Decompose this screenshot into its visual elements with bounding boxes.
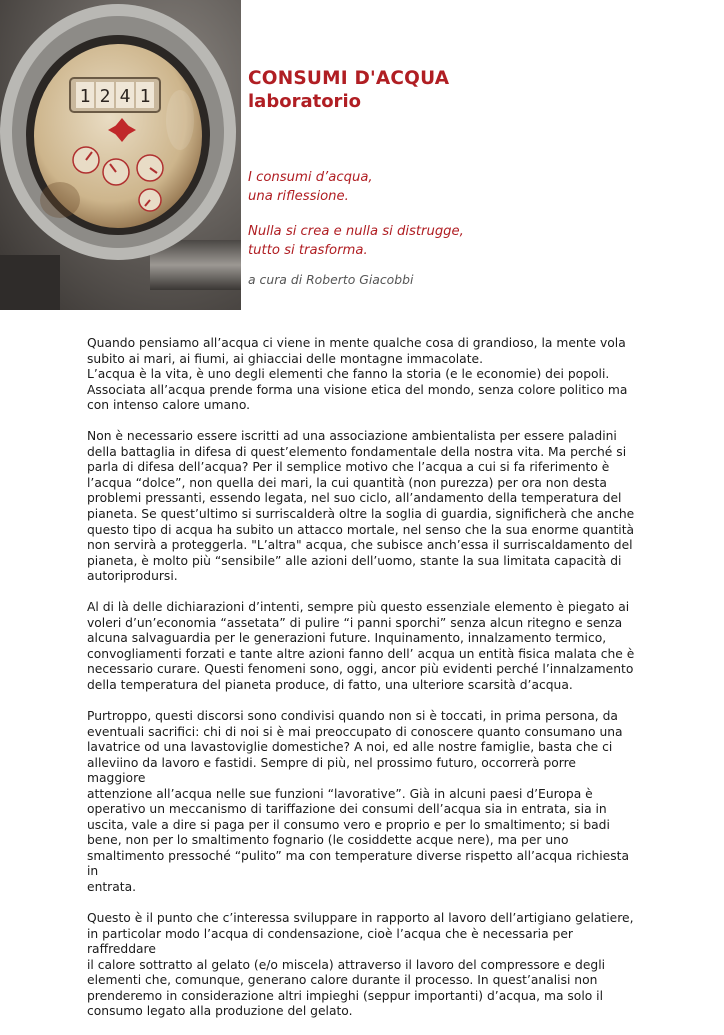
page-header	[248, 68, 708, 114]
body-line: il calore sottratto al gelato (e/o miscela) attraverso il lavoro del compressore e degli	[87, 957, 606, 972]
body-line: voleri d’un’economia “assetata” di pulire “i panni sporchi” senza alcun ritegno e senza	[87, 615, 623, 630]
body-line: autoriprodursi.	[87, 569, 178, 584]
body-line: problemi pressanti, essendo legata, nel suo ciclo, all’andamento della temperatura del	[87, 491, 622, 506]
body-line: Questo è il punto che c’interessa sviluppare in rapporto al lavoro dell’artigiano gelatiere,	[87, 911, 634, 926]
body-line: parla di difesa dell’acqua? Per il semplice motivo che l’acqua a cui si fa riferimento è	[87, 460, 610, 475]
body-line: operativo un meccanismo di tariffazione dei consumi dell’acqua sia in entrata, sia in	[87, 802, 607, 817]
body-line: consumo legato alla produzione del gelato.	[87, 1004, 353, 1019]
meter-digit: 2	[99, 86, 111, 107]
body-line: lavatrice od una lavastoviglie domestiche? A noi, ed alle nostre famiglie, basta che ci	[87, 740, 613, 755]
page-subtitle: laboratorio	[248, 91, 361, 112]
quote-line: I consumi d’acqua,	[248, 170, 373, 185]
quote-reflection	[248, 168, 688, 206]
body-line: smaltimento pressoché “pulito” ma con temperature diverse rispetto all’acqua richiesta in	[87, 848, 630, 879]
water-meter-image	[0, 0, 241, 310]
page-title: CONSUMI D'ACQUA	[248, 68, 450, 89]
body-line: Non è necessario essere iscritti ad una associazione ambientalista per essere paladini	[87, 429, 617, 444]
meter-digit: 4	[119, 86, 131, 107]
body-line: non servirà a proteggerla. "L’altra" acqua, che subisce anch’essa il surriscaldamento del	[87, 538, 633, 553]
body-paragraph	[87, 336, 635, 414]
body-line: pianeta, è molto più “sensibile” alle azioni dell’uomo, stante la sua limitata capacità di	[87, 553, 622, 568]
quote-line: Nulla si crea e nulla si distrugge,	[248, 224, 464, 239]
body-paragraph	[87, 911, 635, 1020]
body-line: bene, non per lo smaltimento fognario (le cosiddette acque nere), ma per uno	[87, 833, 569, 848]
quote-line: una riflessione.	[248, 189, 349, 204]
meter-digit: 1	[79, 86, 91, 107]
body-line: Associata all’acqua prende forma una visione etica del mondo, senza colore politico ma	[87, 382, 628, 397]
body-line: Purtroppo, questi discorsi sono condivisi quando non si è toccati, in prima persona, da	[87, 708, 618, 723]
body-line: elementi che, comunque, generano calore durante il processo. In quest’analisi non	[87, 973, 598, 988]
body-line: della temperatura del pianeta produce, di fatto, una ulteriore scarsità d’acqua.	[87, 677, 573, 692]
body-line: subito ai mari, ai fiumi, ai ghiacciai delle montagne immacolate.	[87, 351, 484, 366]
body-line: prenderemo in considerazione altri impieghi (seppur importanti) d’acqua, ma solo il	[87, 988, 604, 1003]
body-line: entrata.	[87, 880, 137, 894]
quote-line: tutto si trasforma.	[248, 243, 368, 258]
quote-lavoisier	[248, 222, 688, 260]
body-line: Al di là delle dichiarazioni d’intenti, sempre più questo essenziale elemento è piegato ai	[87, 600, 630, 615]
body-line: con intenso calore umano.	[87, 398, 251, 413]
body-line: alcuna salvaguardia per le generazioni future. Inquinamento, innalzamento termico,	[87, 631, 607, 646]
author-credit: a cura di Roberto Giacobbi	[248, 272, 414, 287]
body-line: necessario curare. Questi fenomeni sono, oggi, ancor più evidenti perché l’innalzamento	[87, 662, 634, 677]
body-line: attenzione all’acqua nelle sue funzioni “lavorative”. Già in alcuni paesi d’Europa è	[87, 786, 593, 801]
body-line: in particolar modo l’acqua di condensazione, cioè l’acqua che è necessaria per raffreddare	[87, 926, 573, 957]
article-body	[87, 336, 635, 1035]
body-line: uscita, vale a dire si paga per il consumo vero e proprio e per lo smaltimento; si badi	[87, 817, 610, 832]
body-line: L’acqua è la vita, è uno degli elementi che fanno la storia (e le economie) dei popoli.	[87, 367, 610, 382]
body-line: convogliamenti forzati e tante altre azioni fanno dell’ acqua un entità fisica malata che è	[87, 646, 635, 661]
body-paragraph	[87, 600, 635, 693]
body-paragraph	[87, 709, 635, 896]
body-line: alleviino da lavoro e fastidi. Sempre di più, nel prossimo futuro, occorrerà porre maggiore	[87, 755, 576, 786]
body-line: pianeta. Se quest’ultimo si surriscalderà oltre la soglia di guardia, significherà che anche	[87, 506, 635, 521]
body-line: eventuali sacrifici: chi di noi si è mai preoccupato di conoscere quanto consumano una	[87, 724, 623, 739]
body-line: della battaglia in difesa di quest’elemento fondamentale della nostra vita. Ma perché si	[87, 444, 627, 459]
meter-digit: 1	[139, 86, 151, 107]
body-line: questo tipo di acqua ha subito un attacco mortale, nel senso che la sua enorme quantità	[87, 522, 635, 537]
body-line: l’acqua “dolce”, non quella dei mari, la cui quantità (non purezza) per ora non desta	[87, 475, 607, 490]
body-line: Quando pensiamo all’acqua ci viene in mente qualche cosa di grandioso, la mente vola	[87, 336, 626, 350]
body-paragraph	[87, 429, 635, 584]
water-meter-photo	[0, 0, 241, 310]
